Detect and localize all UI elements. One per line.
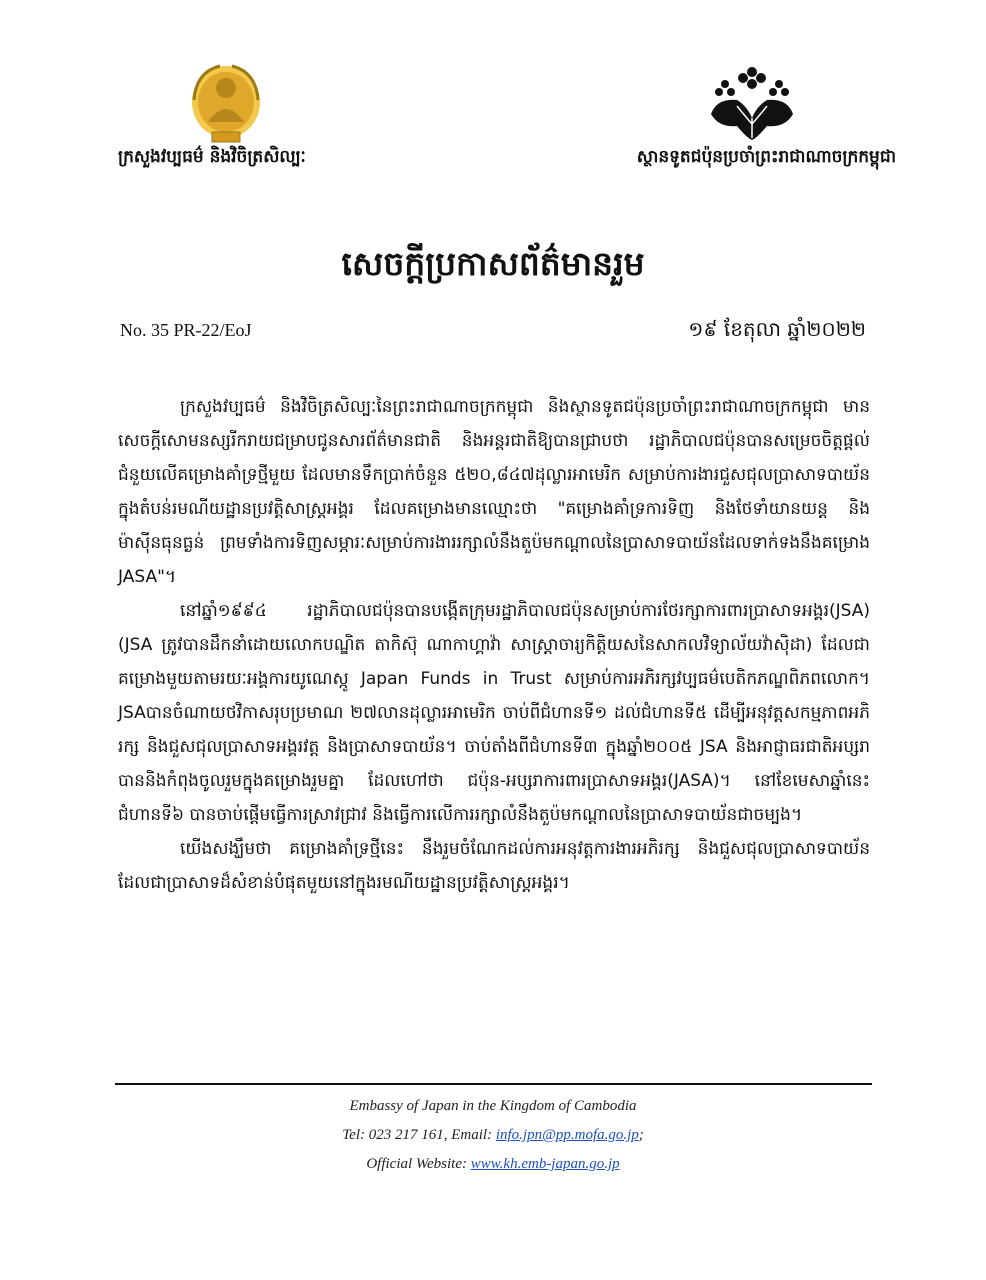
ministry-name: ក្រសួងវប្បធម៌ និងវិចិត្រសិល្បៈ (118, 147, 306, 167)
footer-tel: Tel: 023 217 161, Email: (342, 1127, 496, 1143)
ministry-seal-icon (186, 60, 266, 146)
website-link[interactable]: www.kh.emb-japan.go.jp (470, 1156, 620, 1172)
reference-number: No. 35 PR-22/EoJ (120, 320, 252, 340)
email-link[interactable]: info.jpn@pp.mofa.go.jp (495, 1127, 639, 1143)
footer-tel-suffix: ; (638, 1127, 644, 1143)
embassy-name: ស្ថានទូតជប៉ុនប្រចាំព្រះរាជាណាចក្រកម្ពុជា (636, 147, 896, 167)
document-date: ១៩ ខែតុលា ឆ្នាំ២០២២ (688, 317, 866, 341)
paulownia-crest-icon (707, 66, 797, 142)
paragraph-2: នៅឆ្នាំ១៩៩៤ រដ្ឋាភិបាលជប៉ុនបានបង្កើតក្រុមរដ្ឋាភិបាលជប៉ុនសម្រាប់ការថែរក្សាការពារប្រាសាទអង្គរ(JSA) (JSA ត្រូវបានដឹកនាំដោយលោកបណ្ឌិត តាកិស៊ុ ណាកាហ្គាវ៉ា សាស្ត្រាចារ្យកិត្តិយសនៃសាកលវិទ្យាល័យវ៉ាស៊ិដា) ដែលជាគម្រោងមួយតាមរយៈអង្គការយូណេស្កូ Japan Funds in Trust សម្រាប់ការអភិរក្សវប្បធម៌បេតិកភណ្ឌពិភពលោក។ JSAបានចំណាយថវិកាសរុបប្រមាណ ២៧លានដុល្លារអាមេរិក ចាប់ពីជំហានទី១ ដល់ជំហានទី៥ ដើម្បីអនុវត្តសកម្មភាពអភិរក្ស និងជួសជុលប្រាសាទអង្គរវត្ត និងប្រាសាទបាយ័ន។ ចាប់តាំងពីជំហានទី៣ ក្នុងឆ្នាំ២០០៥ JSA និងអាជ្ញាធរជាតិអប្សរា បាននិងកំពុងចូលរួមក្នុងគម្រោងរួមគ្នា ដែលហៅថា ជប៉ុន-អប្សរាការពារប្រាសាទអង្គរ(JASA)។ នៅខែមេសាឆ្នាំនេះ ជំហានទី៦ បានចាប់ផ្តើមធ្វើការស្រាវជ្រាវ និងធ្វើការលើការរក្សាលំនឹងតួប៉មកណ្តាលនៃប្រាសាទបាយ័នជាចម្បង។ (118, 601, 870, 825)
footer-divider (115, 1083, 872, 1085)
document-title: សេចក្តីប្រកាសព័ត៌មានរួម (341, 244, 645, 283)
paragraph-3: យើងសង្ឃឹមថា គម្រោងគាំទ្រថ្មីនេះ នឹងរួមចំណែកដល់ការអនុវត្តការងារអភិរក្ស និងជួសជុលប្រាសាទបាយ័ន ដែលជាប្រាសាទដ៏សំខាន់បំផុតមួយនៅក្នុងរមណីយដ្ឋានប្រវត្តិសាស្ត្រអង្គរ។ (118, 839, 870, 893)
footer-embassy-line: Embassy of Japan in the Kingdom of Cambodia (349, 1098, 637, 1114)
footer-website-line (0, 1150, 986, 1179)
footer (0, 1092, 986, 1179)
paragraph-1: ក្រសួងវប្បធម៌ និងវិចិត្រសិល្បៈនៃព្រះរាជាណាចក្រកម្ពុជា និងស្ថានទូតជប៉ុនប្រចាំព្រះរាជាណាចក្រកម្ពុជា មានសេចក្តីសោមនស្សរីករាយជម្រាបជូនសារព័ត៌មានជាតិ និងអន្តរជាតិឱ្យបានជ្រាបថា រដ្ឋាភិបាលជប៉ុនបានសម្រេចចិត្តផ្តល់ជំនួយលើគម្រោងគាំទ្រថ្មីមួយ ដែលមានទឹកប្រាក់ចំនួន ៥២០,៨៤៧ដុល្លារអាមេរិក សម្រាប់ការងារជួសជុលប្រាសាទបាយ័នក្នុងតំបន់រមណីយដ្ឋានប្រវត្តិសាស្ត្រអង្គរ ដែលគម្រោងមានឈ្មោះថា "គម្រោងគាំទ្រការទិញ និងថែទាំយានយន្ត និងម៉ាស៊ីនធុនធ្ងន់ ព្រមទាំងការទិញសម្ភារៈសម្រាប់ការងាររក្សាលំនឹងតួប៉មកណ្តាលនៃប្រាសាទបាយ័នដែលទាក់ទងនឹងគម្រោង JASA"។ (118, 397, 870, 587)
footer-website-label: Official Website: (366, 1156, 471, 1172)
document-body (118, 390, 870, 900)
footer-contact-line (0, 1121, 986, 1150)
